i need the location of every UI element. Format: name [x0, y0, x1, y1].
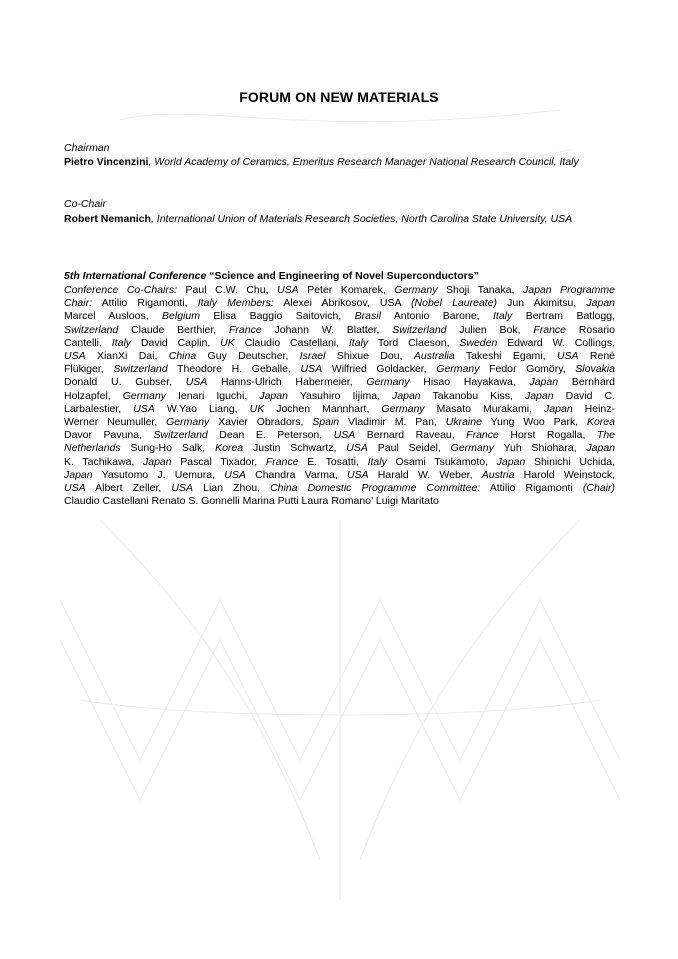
committee-text: UK	[220, 336, 235, 349]
committee-text: Claudio Castellani Renato S. Gonnelli Marina Putti Laura Romano’ Luigi Maritato	[64, 495, 439, 508]
committee-line	[64, 310, 615, 323]
committee-text: Chandra Varma,	[245, 468, 347, 481]
committee-text: Germany	[381, 402, 425, 415]
committee-text: Bertram Batlogg,	[512, 310, 615, 323]
committee-text: Attilio Rigamonti,	[92, 297, 198, 310]
committee-text: Wilfried Goldacker,	[322, 363, 437, 376]
committee-text: Harold Weinstock,	[514, 468, 615, 481]
committee-text: Germany	[394, 284, 438, 296]
committee-text: Chair:	[64, 297, 93, 310]
committee-text: Italy	[348, 336, 369, 349]
committee-text: Conference Co-Chairs:	[64, 284, 177, 296]
committee-line	[64, 284, 615, 297]
committee-text: Bernhard	[558, 376, 615, 389]
committee-text: W.Yao Liang,	[154, 402, 250, 415]
committee-text: USA	[333, 429, 356, 442]
committee-text: Japan	[524, 389, 554, 402]
committee-text: Antonio Barone,	[380, 310, 493, 323]
committee-text	[298, 482, 308, 494]
committee-line	[64, 482, 615, 495]
committee-text: K. Tachikawa,	[64, 455, 143, 468]
committee-line	[64, 442, 615, 455]
committee-text: USA	[556, 350, 579, 363]
committee-line	[64, 416, 615, 429]
committee-text: Japan	[529, 376, 559, 389]
committee-text: Osami Tsukamoto,	[386, 455, 497, 468]
committee-line	[64, 297, 615, 310]
committee-text: France	[466, 429, 499, 442]
conference-title: “Science and Engineering of Novel Superconductors”	[209, 270, 479, 282]
committee-text: Takanobu Kiss,	[420, 389, 525, 402]
committee-text: Italy	[367, 455, 387, 468]
chair-role: Chairman	[64, 142, 110, 154]
committee-text: Attilio Rigamonti	[480, 482, 583, 495]
committee-text: Peter Komarek,	[298, 284, 395, 296]
committee-text: USA	[171, 482, 193, 495]
committee-text: USA	[277, 284, 299, 296]
committee-text: Guy Deutscher,	[196, 350, 300, 363]
committee-text: Dean E. Peterson,	[207, 429, 334, 442]
committee-text: USA	[300, 363, 323, 376]
committee-text: XianXi Dai,	[85, 350, 169, 363]
committee-text: France	[229, 323, 262, 336]
committee-text: USA	[64, 482, 86, 495]
committee-text: Paul C.W. Chu,	[177, 284, 278, 296]
committee-text: Japan	[392, 389, 421, 402]
committee-text: Heinz-	[572, 402, 616, 415]
committee-text: Yasuhiro Iijima,	[287, 389, 393, 402]
committee-text: Yasutomo J. Uemura,	[92, 468, 225, 481]
committee-line	[64, 324, 615, 337]
committee-text: Germany	[122, 389, 166, 402]
committee-text: Yung Woo Park,	[481, 416, 587, 429]
committee-text: Japan	[586, 442, 615, 455]
committee-text: China	[270, 482, 298, 495]
chair-affiliation: , World Academy of Ceramics, Emeritus Research Manager National Research Council, Italy	[148, 156, 579, 168]
committee-text: Austria	[481, 468, 515, 481]
committee-text: Japan	[496, 455, 526, 468]
committee-text: Japan	[586, 297, 615, 310]
committee-text: Albert Zeller,	[85, 482, 172, 495]
committee-text: Switzerland	[64, 323, 119, 336]
committee-line	[64, 337, 615, 350]
committee-text: Switzerland	[113, 363, 168, 376]
committee-text: Horst Rogalla,	[498, 429, 597, 442]
committee-text: Spain	[312, 416, 340, 429]
committee-text: Shinichi Uchida,	[525, 455, 615, 468]
committee-text: Sung-Ho Salk,	[120, 442, 216, 455]
committee-text: Johann W. Blatter,	[261, 323, 393, 336]
committee-text: France	[265, 455, 299, 468]
committee-text: USA	[224, 468, 246, 481]
committee-text: Jochen Mannhart,	[264, 402, 382, 415]
committee-text: USA	[64, 350, 86, 363]
committee-text: France	[533, 323, 567, 336]
conference-label: 5th International Conference	[64, 270, 207, 282]
committee-text: Ukraine	[445, 416, 482, 429]
committee-text: USA	[346, 468, 369, 481]
committee-text: Domestic Programme Committee:	[307, 482, 481, 495]
committee-text: Shoji Tanaka,	[437, 284, 523, 296]
committee-text: USA	[185, 376, 208, 389]
committee-text: Ienari Iguchi,	[165, 389, 260, 402]
committee-text: China	[168, 350, 197, 363]
committee-text: Australia	[413, 350, 455, 363]
committee-text: Sweden	[459, 336, 498, 349]
committee-text: Germany	[166, 416, 210, 429]
committee-text: E. Tosatti,	[298, 455, 368, 468]
committee-text: Korea	[215, 442, 244, 455]
committee-text: Edward W. Collings,	[497, 336, 615, 349]
chair-entry	[64, 156, 614, 169]
chair-name: Pietro Vincenzini	[64, 156, 149, 168]
committee-text: Germany	[436, 363, 480, 376]
committee-line	[64, 363, 615, 376]
committee-text: Pascal Tixador,	[171, 455, 266, 468]
committee-text: Lian Zhou,	[193, 482, 271, 495]
committee-text: Flükiger,	[64, 363, 114, 376]
committee-text: Harald W. Weber,	[368, 468, 482, 481]
committee-text: Justin Schwartz,	[243, 442, 347, 455]
committee-text: Julien Bok,	[446, 323, 534, 336]
cochair-name: Robert Nemanich	[64, 213, 151, 225]
committee-line	[64, 469, 615, 482]
committee-text: (Nobel Laureate)	[411, 297, 498, 310]
committee-text: Masato Murakami,	[424, 402, 545, 415]
committee-text: Slovakia	[575, 363, 615, 376]
committee-text: Marcel Ausloos,	[64, 310, 163, 323]
committee-text: Claudio Castellani,	[234, 336, 349, 349]
cochair-role: Co-Chair	[64, 198, 107, 210]
committee-text: Shixue Dou,	[325, 350, 414, 363]
committee-line	[64, 390, 615, 403]
committee-text: Theodore H. Geballe,	[167, 363, 301, 376]
committee-text: Italy	[111, 336, 132, 349]
conference-heading	[64, 270, 479, 282]
committee-text: Italy	[197, 297, 217, 310]
committee-text	[217, 297, 227, 309]
committee-text	[552, 284, 561, 296]
committee-text: Bernard Raveau,	[355, 429, 467, 442]
committee-text: Hisao Hayakawa,	[409, 376, 530, 389]
committee-line	[64, 456, 615, 469]
committee-text: Programme	[560, 284, 615, 296]
committee-text: Belgium	[162, 310, 200, 323]
committee-text: Japan	[64, 468, 93, 481]
committee-text: Alexei Abrikosov, USA	[273, 297, 412, 310]
committee-text: Germany	[450, 442, 494, 455]
committee-text: Werner Neumuller,	[64, 416, 167, 429]
committee-text: UK	[249, 402, 265, 415]
committee-text: Germany	[366, 376, 410, 389]
committee-text: Switzerland	[392, 323, 447, 336]
committee-text: Tord Claeson,	[368, 336, 460, 349]
cochair-affiliation: , International Union of Materials Research Societies, North Carolina State University, USA	[150, 213, 573, 225]
committee-text: Rosario	[566, 323, 615, 336]
committee-text: Vladimir M. Pan,	[339, 416, 446, 429]
committee-text: Hanns-Ulrich Habermeier,	[207, 376, 367, 389]
committee-text: Switzerland	[153, 429, 208, 442]
committee-text: Takeshi Egami,	[454, 350, 557, 363]
committee-text: Japan	[544, 402, 573, 415]
committee-text: Elisa Baggio Saitovich,	[199, 310, 355, 323]
committee-list	[64, 284, 615, 508]
committee-line	[64, 403, 615, 416]
committee-text: David Caplin,	[131, 336, 221, 349]
committee-text: David C.	[553, 389, 616, 402]
committee-text: Claude Berthier,	[118, 323, 230, 336]
committee-text: Japan	[259, 389, 288, 402]
committee-text: USA	[346, 442, 368, 455]
committee-text: Brasil	[354, 310, 381, 323]
committee-text: René	[578, 350, 616, 363]
committee-text: The	[596, 429, 615, 442]
committee-text: Japan	[523, 284, 552, 296]
committee-text: Yuh Shiohara,	[493, 442, 587, 455]
committee-text: Donald U. Gubser,	[64, 376, 186, 389]
committee-text: Paul Seidel,	[367, 442, 451, 455]
committee-line	[64, 495, 615, 508]
committee-text: Italy	[493, 310, 513, 323]
committee-line	[64, 429, 615, 442]
committee-text: Davor Pavuna,	[64, 429, 154, 442]
committee-text: Israel	[299, 350, 326, 363]
committee-line	[64, 350, 615, 363]
committee-line	[64, 376, 615, 389]
page-title: FORUM ON NEW MATERIALS	[239, 89, 439, 105]
committee-text: Jun Akimitsu,	[497, 297, 587, 310]
committee-text: Netherlands	[64, 442, 121, 455]
committee-text: Cantelli,	[64, 336, 112, 349]
committee-text: Members:	[227, 297, 274, 310]
committee-text: Holzapfel,	[64, 389, 123, 402]
committee-text: Japan	[143, 455, 172, 468]
committee-text: (Chair)	[582, 482, 615, 495]
committee-text: Xavier Obradors,	[209, 416, 313, 429]
committee-text: Larbalestier,	[64, 402, 134, 415]
cochair-entry	[64, 213, 614, 226]
committee-text: Fedor Gomöry,	[479, 363, 576, 376]
committee-text: Korea	[586, 416, 615, 429]
committee-text: USA	[133, 402, 155, 415]
